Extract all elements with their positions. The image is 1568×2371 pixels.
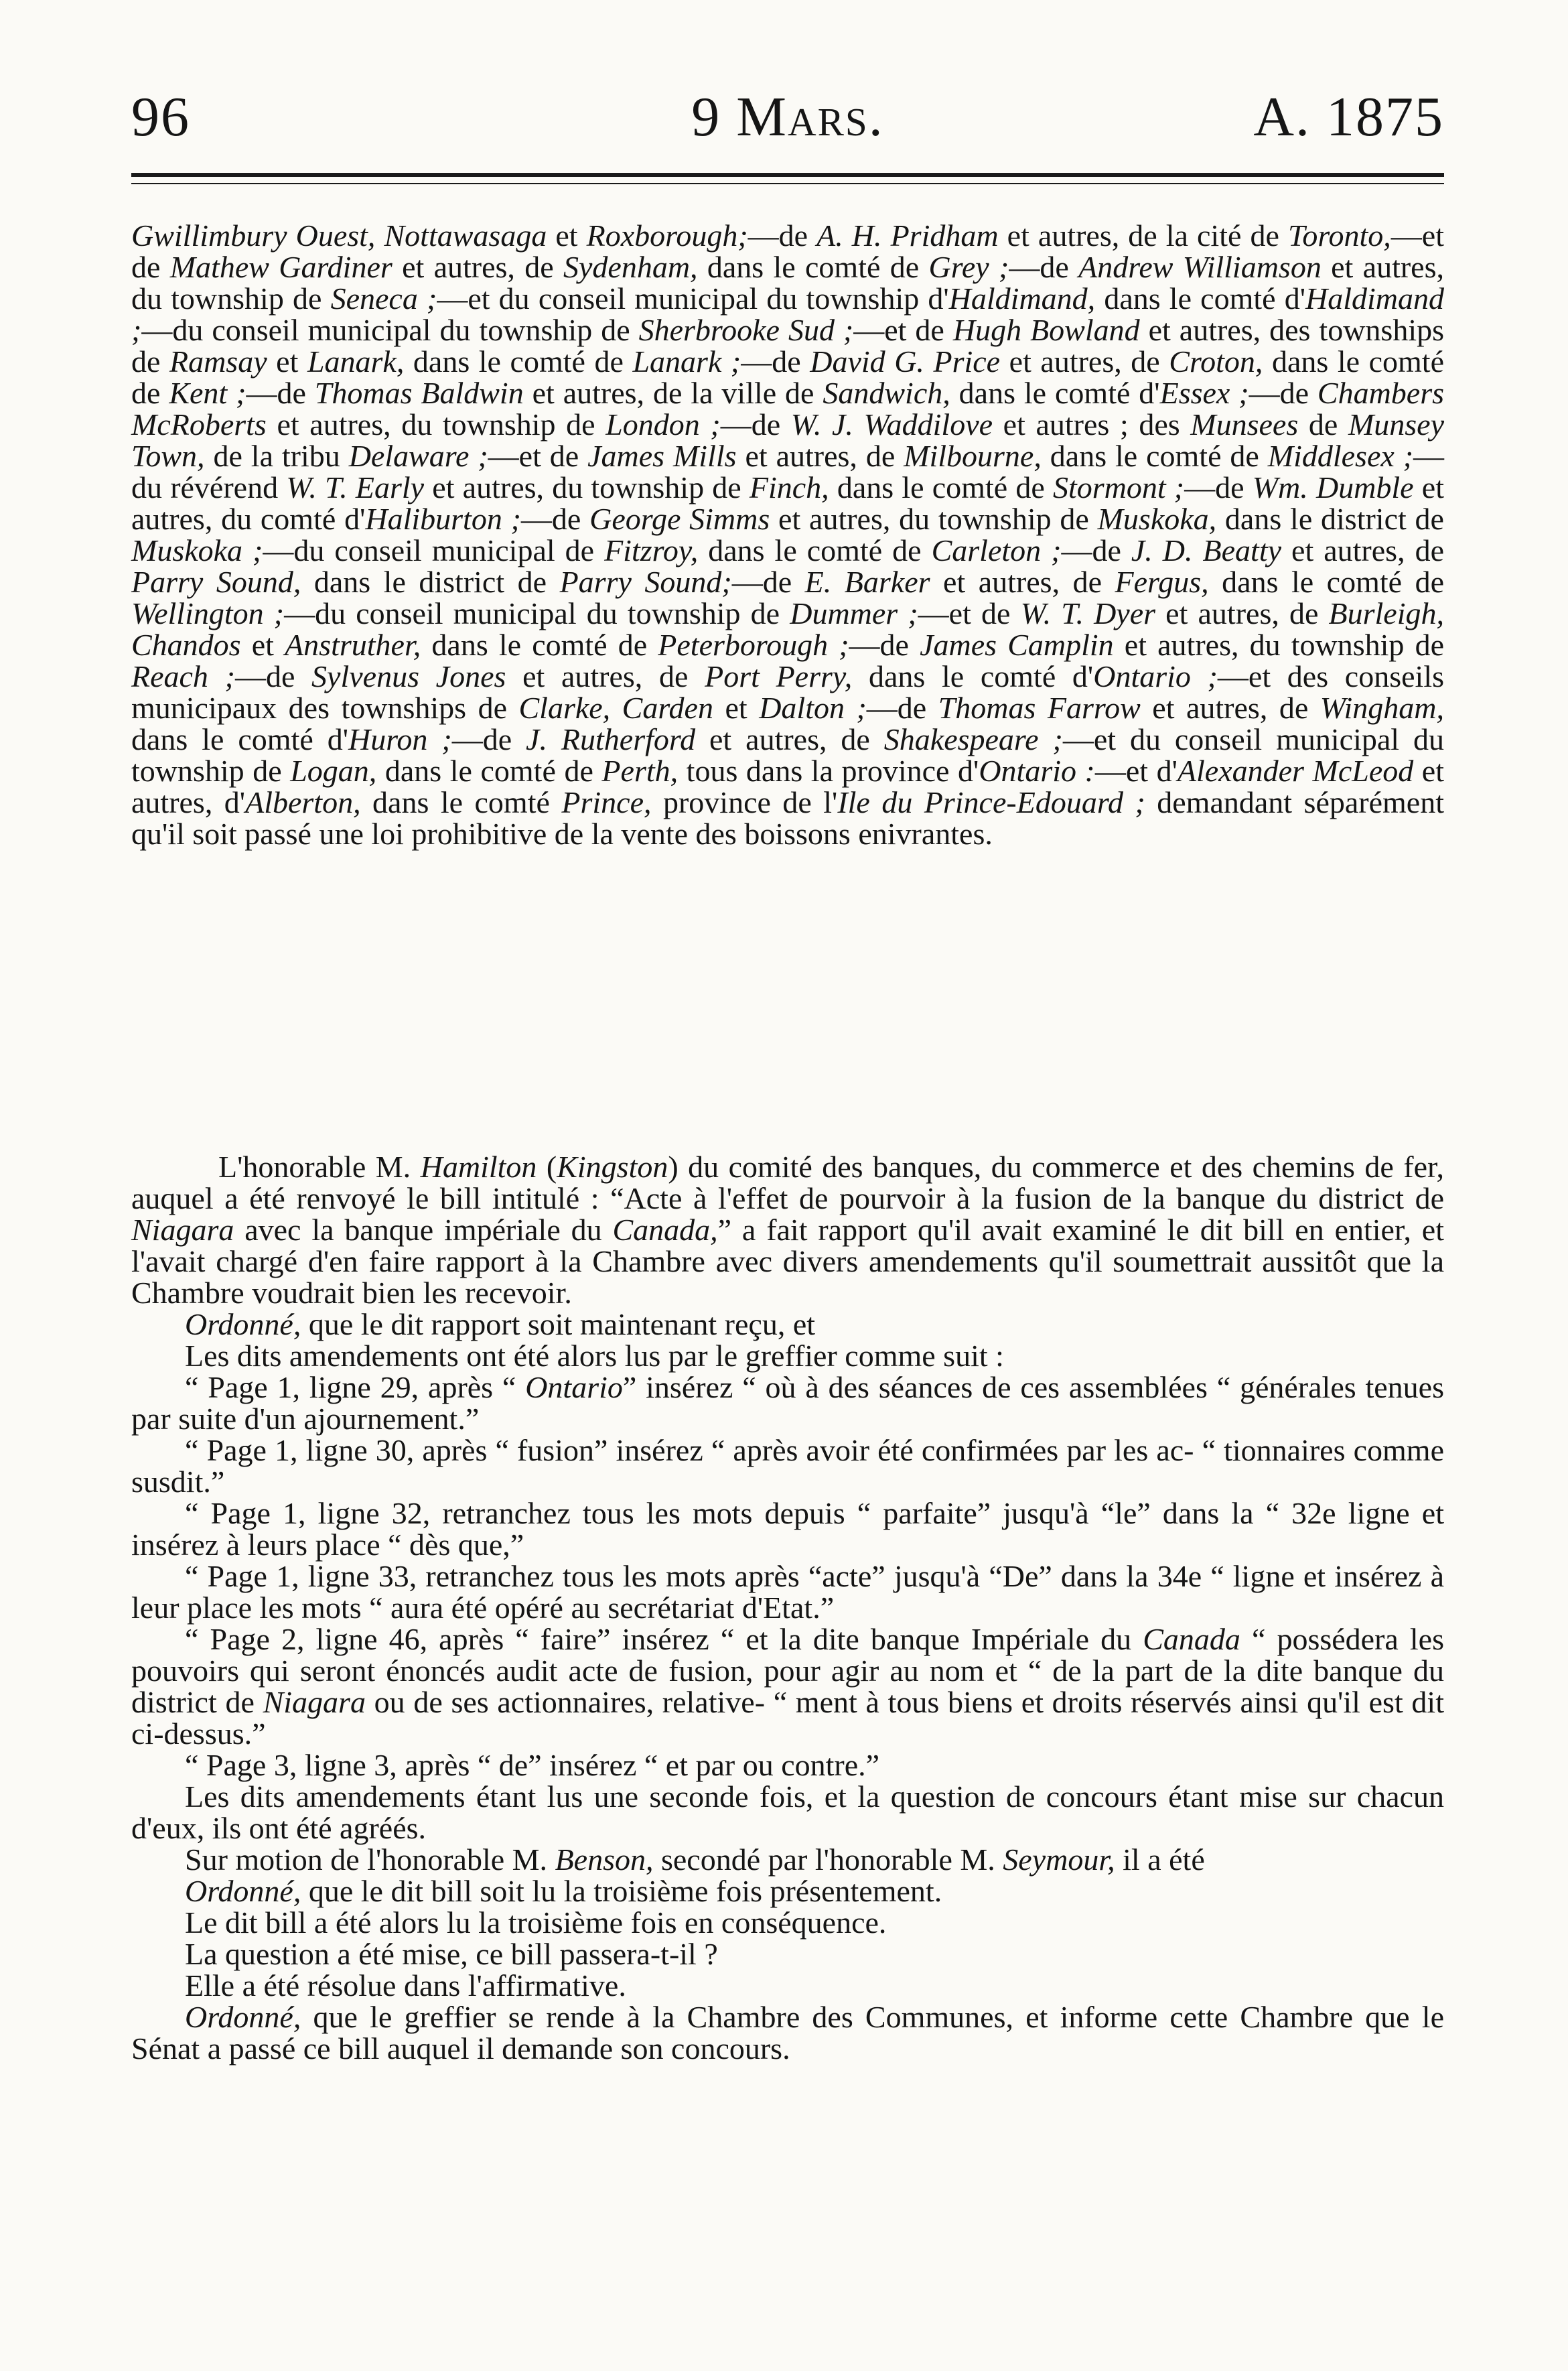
- text-run: —de: [1184, 470, 1253, 504]
- italic-name-run: Alexander McLeod: [1177, 754, 1414, 788]
- text-run: —du conseil municipal du township de: [141, 313, 639, 347]
- italic-name-run: Middlesex ;: [1267, 439, 1414, 473]
- text-run: que le dit bill soit lu la troisième fois présentement.: [301, 1874, 942, 1908]
- header-date: 9 Mars.: [691, 86, 884, 148]
- italic-name-run: Niagara: [131, 1213, 234, 1247]
- text-run: —et de: [853, 313, 953, 347]
- text-run: Le dit bill a été alors lu la troisième fois en conséquence.: [185, 1905, 887, 1940]
- italic-name-run: Ordonné,: [185, 1307, 301, 1341]
- report-paragraph: [131, 1938, 1444, 1970]
- text-run: secondé par l'honorable M.: [653, 1842, 1003, 1877]
- text-run: ” a fait rapport qu'il avait examiné le dit bill en entier, et l'avait chargé d'en faire rapport à la Chambre avec divers amendements qu'il soumettrait aussitôt que la Chambre voudrait bien les recevoir.: [131, 1213, 1444, 1310]
- italic-name-run: James Camplin: [920, 628, 1114, 662]
- italic-name-run: Haldimand ;: [131, 281, 1444, 347]
- text-run: et autres, d': [131, 754, 1445, 819]
- report-paragraph: [131, 1749, 1444, 1781]
- text-run: demandant séparément qu'il soit passé une loi prohibitive de la vente des boissons enivrantes.: [131, 785, 1444, 851]
- text-run: —et de: [918, 596, 1021, 630]
- italic-name-run: Wingham,: [1320, 691, 1445, 725]
- italic-name-run: Parry Sound,: [131, 565, 301, 599]
- italic-name-run: George Simms: [589, 502, 770, 536]
- italic-name-run: Mathew Gardiner: [169, 250, 393, 284]
- text-run: et autres, de la cité de: [998, 218, 1288, 253]
- italic-name-run: J. D. Beatty: [1131, 533, 1282, 567]
- text-run: et autres, du township de: [1113, 628, 1444, 662]
- italic-name-run: Kent ;: [169, 376, 246, 410]
- report-paragraph: [131, 1340, 1444, 1371]
- italic-name-run: Alberton,: [245, 785, 361, 819]
- text-run: —de: [1061, 533, 1131, 567]
- header-year: A. 1875: [1253, 86, 1444, 148]
- text-run: et autres, de: [1281, 533, 1444, 567]
- text-run: —du révérend: [131, 439, 1445, 504]
- header-rule-thin: [131, 183, 1444, 184]
- text-run: —de: [1009, 250, 1079, 284]
- italic-name-run: Fitzroy,: [604, 533, 699, 567]
- text-run: ) du comité des banques, du commerce et des chemins de fer, auquel a été renvoyé le bill intitulé : “Acte à l'effet de pourvoir à la fusion de la banque du district de: [131, 1150, 1444, 1215]
- italic-name-run: Kingston: [557, 1150, 668, 1184]
- text-run: dans le district de: [301, 565, 560, 599]
- italic-name-run: Lanark,: [307, 344, 405, 379]
- italic-name-run: Delaware ;: [348, 439, 488, 473]
- text-run: dans le comté de: [376, 754, 602, 788]
- text-run: —de: [731, 565, 805, 599]
- text-run: dans le comté de: [1041, 439, 1268, 473]
- text-run: et autres, de: [506, 659, 705, 693]
- text-run: —de: [246, 376, 315, 410]
- italic-name-run: Ordonné,: [185, 1874, 301, 1908]
- text-run: et autres, de: [1000, 344, 1169, 379]
- italic-name-run: Haliburton ;: [365, 502, 521, 536]
- text-run: —du conseil municipal de: [263, 533, 605, 567]
- italic-name-run: Sylvenus Jones: [311, 659, 506, 693]
- italic-name-run: Carleton ;: [931, 533, 1062, 567]
- italic-name-run: W. J. Waddilove: [790, 407, 993, 442]
- italic-name-run: Canada: [1143, 1622, 1240, 1656]
- petitions-paragraph: [131, 220, 1444, 850]
- text-run: dans le comté d': [852, 659, 1094, 693]
- text-run: et autres, du comté d': [131, 470, 1444, 536]
- italic-name-run: Canada,: [612, 1213, 718, 1247]
- italic-name-run: Gwillimbury Ouest, Nottawasaga: [131, 218, 547, 253]
- text-run: dans le comté de: [131, 344, 1444, 410]
- italic-name-run: Thomas Baldwin: [314, 376, 524, 410]
- italic-name-run: A. H. Pridham: [816, 218, 999, 253]
- report-paragraph: [131, 2001, 1444, 2064]
- text-run: La question a été mise, ce bill passera-t-il ?: [185, 1937, 718, 1971]
- italic-name-run: Wellington ;: [131, 596, 285, 630]
- text-run: et autres ; des: [993, 407, 1191, 442]
- text-run: —de: [234, 659, 312, 693]
- italic-name-run: Parry Sound;: [559, 565, 732, 599]
- italic-name-run: Reach ;: [131, 659, 235, 693]
- text-run: dans le comté de: [1208, 565, 1445, 599]
- text-run: que le dit rapport soit maintenant reçu, et: [301, 1307, 816, 1341]
- report-paragraph: [131, 1623, 1444, 1749]
- italic-name-run: W. T. Dyer: [1020, 596, 1156, 630]
- text-run: ” insérez “ où à des séances de ces assemblées “ générales tenues par suite d'un ajournement.”: [131, 1370, 1444, 1436]
- italic-name-run: Chambers McRoberts: [131, 376, 1445, 442]
- text-run: et autres, de: [695, 722, 884, 756]
- petitions-section: [131, 220, 1444, 850]
- report-paragraph: [131, 1151, 1444, 1308]
- text-run: “ possédera les pouvoirs qui seront énoncés audit acte de fusion, pour agir au nom et “ de la part de la dite banque du district de: [131, 1622, 1444, 1719]
- text-run: L'honorable M.: [218, 1150, 421, 1184]
- italic-name-run: Seneca ;: [330, 281, 437, 316]
- report-paragraph: [131, 1781, 1444, 1844]
- italic-name-run: David G. Price: [810, 344, 1001, 379]
- italic-name-run: Ontario :: [979, 754, 1095, 788]
- report-paragraph: [131, 1497, 1444, 1560]
- report-paragraph: [131, 1560, 1444, 1623]
- italic-name-run: Croton,: [1169, 344, 1263, 379]
- text-run: il a été: [1115, 1842, 1205, 1877]
- report-paragraph: [131, 1371, 1444, 1434]
- italic-name-run: Munsey Town,: [131, 407, 1444, 473]
- italic-name-run: Wm. Dumble: [1252, 470, 1414, 504]
- committee-report-section: [131, 1151, 1444, 2064]
- text-run: et autres, de: [1155, 596, 1329, 630]
- italic-name-run: James Mills: [587, 439, 737, 473]
- italic-name-run: Ile du Prince-Edouard ;: [837, 785, 1145, 819]
- text-run: —et du conseil municipal du township d': [437, 281, 949, 316]
- italic-name-run: Thomas Farrow: [938, 691, 1141, 725]
- text-run: “ Page 1, ligne 30, après “ fusion” insérez “ après avoir été confirmées par les ac- “ tionnaires comme susdit.”: [131, 1433, 1444, 1499]
- italic-name-run: Fergus,: [1115, 565, 1209, 599]
- italic-name-run: Toronto,: [1287, 218, 1391, 253]
- running-header: [131, 80, 1444, 154]
- italic-name-run: E. Barker: [804, 565, 930, 599]
- text-run: “ Page 1, ligne 29, après “: [185, 1370, 526, 1404]
- italic-name-run: Grey ;: [928, 250, 1009, 284]
- report-paragraph: [131, 1970, 1444, 2001]
- text-run: —et de: [488, 439, 588, 473]
- text-run: de: [1298, 407, 1348, 442]
- text-run: avec la banque impériale du: [234, 1213, 613, 1247]
- report-paragraph: [131, 1875, 1444, 1907]
- header-rule-thick: [131, 173, 1444, 177]
- text-run: et autres, du township de: [770, 502, 1098, 536]
- italic-name-run: Hugh Bowland: [952, 313, 1140, 347]
- text-run: et autres, du township de: [424, 470, 750, 504]
- italic-name-run: Perth,: [601, 754, 679, 788]
- italic-name-run: Haldimand,: [948, 281, 1096, 316]
- italic-name-run: Port Perry,: [705, 659, 853, 693]
- italic-name-run: Dalton ;: [759, 691, 867, 725]
- report-paragraph: [131, 1308, 1444, 1340]
- italic-name-run: Peterborough ;: [658, 628, 849, 662]
- page-number: 96: [131, 86, 190, 148]
- italic-name-run: Prince,: [561, 785, 652, 819]
- italic-name-run: Ontario: [525, 1370, 623, 1404]
- italic-name-run: Dummer ;: [790, 596, 918, 630]
- text-run: et: [547, 218, 587, 253]
- italic-name-run: Lanark ;: [632, 344, 741, 379]
- text-run: —de: [849, 628, 920, 662]
- text-run: —et du conseil municipal du township de: [131, 722, 1445, 788]
- text-run: Elle a été résolue dans l'affirmative.: [185, 1968, 626, 2003]
- text-run: Les dits amendements ont été alors lus par le greffier comme suit :: [185, 1339, 1004, 1373]
- text-run: —et d': [1094, 754, 1178, 788]
- text-run: —du conseil municipal du township de: [284, 596, 790, 630]
- text-run: dans le comté de: [698, 533, 932, 567]
- text-run: et autres, des townships de: [131, 313, 1445, 379]
- italic-name-run: London ;: [605, 407, 721, 442]
- text-run: et autres, de la ville de: [523, 376, 823, 410]
- report-paragraph: [131, 1907, 1444, 1938]
- italic-name-run: Shakespeare ;: [883, 722, 1063, 756]
- text-run: —de: [520, 502, 590, 536]
- text-run: Les dits amendements étant lus une seconde fois, et la question de concours étant mise sur chacun d'eux, ils ont été agréés.: [131, 1779, 1444, 1845]
- text-run: —et de: [131, 218, 1444, 284]
- italic-name-run: Huron ;: [348, 722, 452, 756]
- italic-name-run: Benson,: [555, 1842, 654, 1877]
- italic-name-run: Logan,: [290, 754, 377, 788]
- text-run: et autres, de: [736, 439, 904, 473]
- italic-name-run: Sherbrooke Sud ;: [638, 313, 854, 347]
- report-paragraph: [131, 1434, 1444, 1497]
- text-run: —de: [720, 407, 791, 442]
- text-run: dans le comté de: [829, 470, 1053, 504]
- text-run: dans le comté de: [404, 344, 633, 379]
- text-run: et autres, de: [392, 250, 563, 284]
- text-run: —de: [866, 691, 938, 725]
- text-run: et autres, de: [1140, 691, 1320, 725]
- text-run: Sur motion de l'honorable M.: [185, 1842, 555, 1877]
- text-run: —de: [741, 344, 810, 379]
- italic-name-run: Ontario ;: [1093, 659, 1218, 693]
- italic-name-run: W. T. Early: [286, 470, 425, 504]
- text-run: et: [240, 628, 285, 662]
- italic-name-run: Sydenham,: [563, 250, 698, 284]
- italic-name-run: Niagara: [263, 1685, 366, 1719]
- text-run: dans le district de: [1216, 502, 1444, 536]
- text-run: tous dans la province d': [678, 754, 979, 788]
- text-run: —de: [451, 722, 526, 756]
- italic-name-run: Essex ;: [1159, 376, 1249, 410]
- text-run: et autres, du township de: [131, 250, 1444, 316]
- text-run: dans le comté d': [950, 376, 1160, 410]
- italic-name-run: Sandwich,: [823, 376, 950, 410]
- report-paragraph: [131, 1844, 1444, 1875]
- italic-name-run: Stormont ;: [1052, 470, 1185, 504]
- italic-name-run: Muskoka ;: [131, 533, 263, 567]
- text-run: de la tribu: [204, 439, 349, 473]
- italic-name-run: Ramsay: [169, 344, 267, 379]
- italic-name-run: Burleigh, Chandos: [131, 596, 1445, 662]
- text-run: (: [537, 1150, 557, 1184]
- text-run: dans le comté: [360, 785, 562, 819]
- text-run: et autres, de: [930, 565, 1115, 599]
- text-run: province de l': [651, 785, 838, 819]
- text-run: “ Page 3, ligne 3, après “ de” insérez “ et par ou contre.”: [185, 1748, 880, 1782]
- italic-name-run: J. Rutherford: [526, 722, 696, 756]
- text-run: “ Page 1, ligne 32, retranchez tous les mots depuis “ parfaite” jusqu'à “le” dans la “ 32e ligne et insérez à leurs place “ dès que,”: [131, 1496, 1444, 1562]
- text-run: “ Page 1, ligne 33, retranchez tous les mots après “acte” jusqu'à “De” dans la 34e “ ligne et insérez à leur place les mots “ aura été opéré au secrétariat d'Etat.”: [131, 1559, 1444, 1625]
- text-run: et: [267, 344, 307, 379]
- italic-name-run: Muskoka,: [1097, 502, 1217, 536]
- text-run: —et des conseils municipaux des townships de: [131, 659, 1445, 725]
- text-run: —de: [747, 218, 817, 253]
- italic-name-run: Seymour,: [1003, 1842, 1115, 1877]
- italic-name-run: Munsees: [1190, 407, 1299, 442]
- text-run: —de: [1249, 376, 1317, 410]
- text-run: et autres, du township de: [266, 407, 606, 442]
- italic-name-run: Anstruther,: [285, 628, 421, 662]
- italic-name-run: Hamilton: [420, 1150, 537, 1184]
- italic-name-run: Andrew Williamson: [1078, 250, 1322, 284]
- text-run: et: [713, 691, 760, 725]
- italic-name-run: Clarke, Carden: [518, 691, 713, 725]
- text-run: ou de ses actionnaires, relative- “ ment à tous biens et droits réservés ainsi qu'il est dit ci-dessus.”: [131, 1685, 1444, 1751]
- italic-name-run: Ordonné,: [185, 2000, 301, 2034]
- text-run: “ Page 2, ligne 46, après “ faire” insérez “ et la dite banque Impériale du: [185, 1622, 1143, 1656]
- text-run: dans le comté d': [131, 722, 349, 756]
- italic-name-run: Milbourne,: [904, 439, 1042, 473]
- text-run: dans le comté de: [697, 250, 929, 284]
- text-run: que le greffier se rende à la Chambre des Communes, et informe cette Chambre que le Sénat a passé ce bill auquel il demande son concours.: [131, 2000, 1444, 2065]
- italic-name-run: Finch,: [749, 470, 829, 504]
- text-run: dans le comté de: [421, 628, 658, 662]
- text-run: dans le comté d': [1095, 281, 1305, 316]
- italic-name-run: Roxborough;: [586, 218, 748, 253]
